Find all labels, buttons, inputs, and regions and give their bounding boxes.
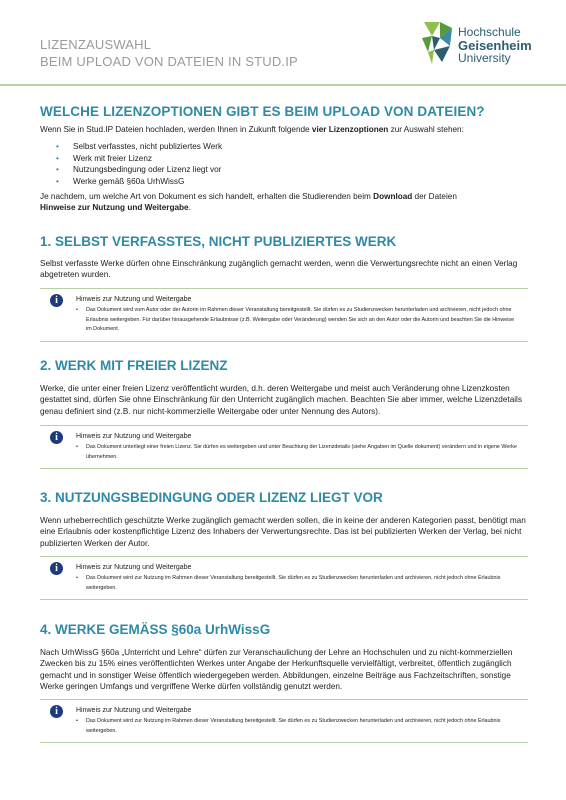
section-2-text: Werke, die unter einer freien Lizenz veröffentlicht wurden, d.h. deren Weitergabe und meist auch Veränderung ohne Lizenzkosten gestattet sind, dürfen Sie ohne Einschränkung für den Unterricht zugänglich machen. Beachten Sie aber immer, welche Lizenzdetails genau definiert sind (z.B. nur nicht-kommerzielle Weitergabe oder unter Nennung des Autors). — [40, 384, 522, 416]
note-heading: Hinweis zur Nutzung und Weitergabe — [76, 564, 192, 571]
list-item: • Selbst verfasstes, nicht publiziertes Werk — [56, 141, 222, 153]
logo-wordmark — [458, 26, 532, 65]
header-title-line1: LIZENZAUSWAHL — [40, 37, 152, 52]
note-heading: Hinweis zur Nutzung und Weitergabe — [76, 433, 192, 440]
header-title-line2: BEIM UPLOAD VON DATEIEN IN STUD.IP — [40, 54, 298, 69]
document-header-title — [40, 36, 298, 70]
section-2-note — [40, 425, 528, 469]
intro-text: Wenn Sie in Stud.IP Dateien hochladen, werden Ihnen in Zukunft folgende vier Lizenzoptionen zur Auswahl stehen: — [40, 125, 464, 134]
section-3-title: 3. NUTZUNGSBEDINGUNG ODER LIZENZ LIEGT VOR — [40, 490, 383, 505]
logo-line2: Geisenheim — [458, 38, 532, 53]
info-icon: i — [50, 705, 63, 718]
note-text: • Das Dokument wird vom Autor oder der Autorin im Rahmen dieser Veranstaltung bereitgestellt. Sie dürfen es zu Studienzwecken herunterladen und archivieren, nicht jedoch ohne Erlaubnis weitergeben. Für darüber hinausgehende Erlaubnisse (z.B. Weitergabe oder Veränderung) wenden Sie sich an den Autor oder die Autorin und beachten Sie die Hinweise im Dokument. — [76, 306, 520, 335]
after-options-text: Je nachdem, um welche Art von Dokument es sich handelt, erhalten die Studierenden beim Download der Dateien Hinweise zur Nutzung und Weitergabe. — [40, 192, 457, 212]
info-icon: i — [50, 431, 63, 444]
section-2-title: 2. WERK MIT FREIER LIZENZ — [40, 358, 228, 373]
note-heading: Hinweis zur Nutzung und Weitergabe — [76, 296, 192, 303]
university-logo — [418, 18, 548, 70]
section-4-note — [40, 699, 528, 743]
list-item: • Werke gemäß §60a UrhWissG — [56, 176, 222, 188]
note-text: • Das Dokument wird zur Nutzung im Rahmen dieser Veranstaltung bereitgestellt. Sie dürfen es zu Studienzwecken herunterladen und archivieren, nicht jedoch ohne Erlaubnis weitergeben. — [76, 574, 520, 593]
section-1-text: Selbst verfasste Werke dürfen ohne Einschränkung zugänglich gemacht werden, wenn die Verwertungsrechte nicht an einen Verlag abgetreten wurden. — [40, 259, 518, 280]
logo-line1: Hochschule — [458, 25, 521, 39]
list-item: • Nutzungsbedingung oder Lizenz liegt vor — [56, 164, 222, 176]
logo-line3: University — [458, 51, 511, 65]
note-text: • Das Dokument wird zur Nutzung im Rahmen dieser Veranstaltung bereitgestellt. Sie dürfen es zu Studienzwecken herunterladen und archivieren, nicht jedoch ohne Erlaubnis weitergeben. — [76, 717, 520, 736]
main-title: WELCHE LIZENZOPTIONEN GIBT ES BEIM UPLOAD VON DATEIEN? — [40, 104, 485, 119]
info-icon: i — [50, 562, 63, 575]
note-text: • Das Dokument unterliegt einer freien Lizenz. Sie dürfen es weitergeben und unter Beachtung der Lizenzdetails (siehe Angaben im Quelle dokument) verändern und in eigene Werke übernehmen. — [76, 443, 520, 462]
section-1-note — [40, 288, 528, 342]
note-heading: Hinweis zur Nutzung und Weitergabe — [76, 707, 192, 714]
section-3-note — [40, 556, 528, 600]
section-3-text: Wenn urheberrechtlich geschützte Werke zugänglich gemacht werden sollen, die in keine der anderen Kategorien passt, benötigt man eine Erlaubnis oder kostenpflichtige Lizenz des Inhabers der Verwertungsrechte. Das ist bei publizierten Werken der Verlag, bei nicht publizierten Werken der Autor. — [40, 516, 526, 548]
license-options-list — [56, 141, 222, 187]
section-4-title: 4. WERKE GEMÄSS §60a UrhWissG — [40, 622, 271, 637]
section-4-text: Nach UrhWissG §60a „Unterricht und Lehre“ dürfen zur Veranschaulichung der Lehre an Hochschulen und zu nicht-kommerziellen Zwecken bis zu 15% eines veröffentlichten Werkes unter Angabe der Herkunftsquelle vervielfältigt, verbreitet, öffentlich zugänglich gemacht und in sonstiger Weise öffentlich wiedergegeben werden. Abbildungen, einzelne Beiträge aus Fachzeitschriften, sonstige Werke geringen Umfangs und vergriffene Werke dürfen vollständig genutzt werden. — [40, 648, 513, 691]
info-icon: i — [50, 294, 63, 307]
section-1-title: 1. SELBST VERFASSTES, NICHT PUBLIZIERTES WERK — [40, 234, 397, 249]
list-item: • Werk mit freier Lizenz — [56, 153, 222, 165]
logo-mark-icon — [418, 18, 456, 68]
header-divider — [0, 84, 566, 86]
